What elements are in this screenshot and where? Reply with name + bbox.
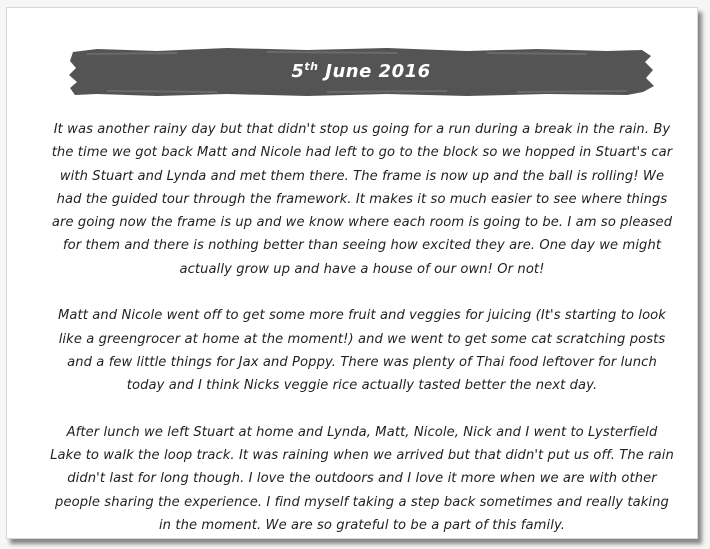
date-day-suffix: th	[304, 60, 319, 73]
journal-card	[6, 7, 698, 539]
date-month-year: June 2016	[325, 61, 431, 82]
journal-entry	[49, 118, 675, 549]
date-day: 5	[291, 61, 305, 82]
paragraph-3: After lunch we left Stuart at home and Lynda, Matt, Nicole, Nick and I went to Lysterfield Lake to walk the loop track. It was raining when we arrived but that didn't put us off. The rain didn't last for long though. I love the outdoors and I love it more when we are with other people sharing the experience. I find myself taking a step back sometimes and really taking in the moment. We are so grateful to be a part of this family.	[50, 424, 674, 534]
date-banner	[67, 42, 655, 102]
paragraph-2: Matt and Nicole went off to get some more fruit and veggies for juicing (It's starting to look like a greengrocer at home at the moment!) and we went to get some cat scratching posts and a few little things for Jax and Poppy. There was plenty of Thai food leftover for lunch today and I think Nicks veggie rice actually tasted better the next day.	[58, 308, 666, 394]
paragraph-1: It was another rainy day but that didn't stop us going for a run during a break in the rain. By the time we got back Matt and Nicole had left to go to the block so we hopped in Stuart's car with Stuart and Lynda and met them there. The frame is now up and the ball is rolling! We had the guided tour through the framework. It makes it so much easier to see where things are going now the frame is up and we know where each room is going to be. I am so pleased for them and there is nothing better than seeing how excited they are. One day we might actually grow up and have a house of our own! Or not!	[51, 122, 673, 277]
page-title	[67, 42, 655, 102]
